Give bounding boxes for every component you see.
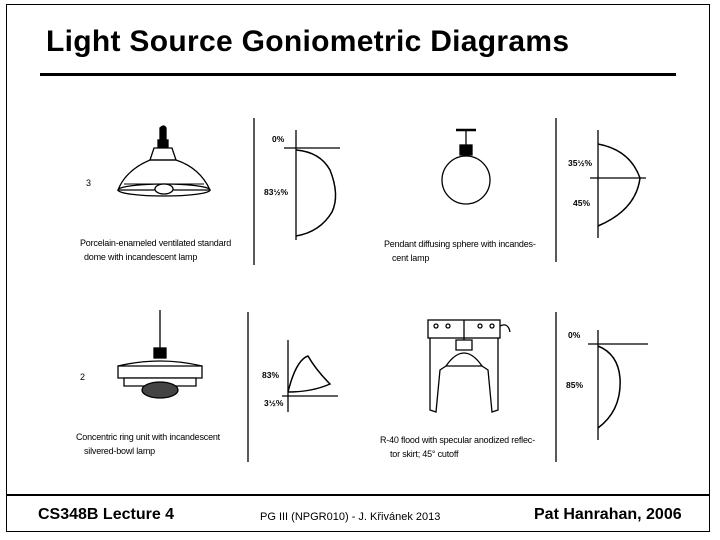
polar-label: 85% [566,380,584,390]
caption-line: silvered-bowl lamp [84,446,155,456]
polar-label: 0% [272,134,285,144]
fixture-caption [380,433,535,461]
fixture-number: 3 [86,178,92,188]
polar-label: 3½% [264,398,284,408]
footer-credit: PG III (NPGR010) - J. Křivánek 2013 [260,511,441,523]
fixture-number: 2 [80,372,86,382]
polar-label: 83½% [264,187,289,197]
fixture-caption [80,236,231,264]
caption-line: dome with incandescent lamp [84,252,198,262]
slide-title: Light Source Goniometric Diagrams [46,25,570,58]
footer-rule [7,494,710,496]
fixture-caption [384,237,536,265]
flood-lamp-icon [428,320,510,412]
polar-label: 45% [573,198,591,208]
caption-line: tor skirt; 45° cutoff [390,449,459,459]
polar-label: 0% [568,330,581,340]
ring-lamp-icon [118,310,202,398]
caption-line: cent lamp [392,253,430,263]
ring-polar-diagram [248,312,338,462]
caption-line: R-40 flood with specular anodized reflec- [380,435,535,445]
polar-label: 83% [262,370,280,380]
footer-course: CS348B Lecture 4 [38,506,175,523]
footer-author: Pat Hanrahan, 2006 [534,506,682,523]
dome-lamp-icon [118,126,210,196]
sphere-polar-diagram [556,118,646,262]
fixture-caption [76,430,220,458]
pendant-sphere-lamp-icon [442,130,490,204]
caption-line: Pendant diffusing sphere with incandes- [384,239,536,249]
polar-label: 35½% [568,158,593,168]
caption-line: Concentric ring unit with incandescent [76,432,220,442]
caption-line: Porcelain-enameled ventilated standard [80,238,231,248]
